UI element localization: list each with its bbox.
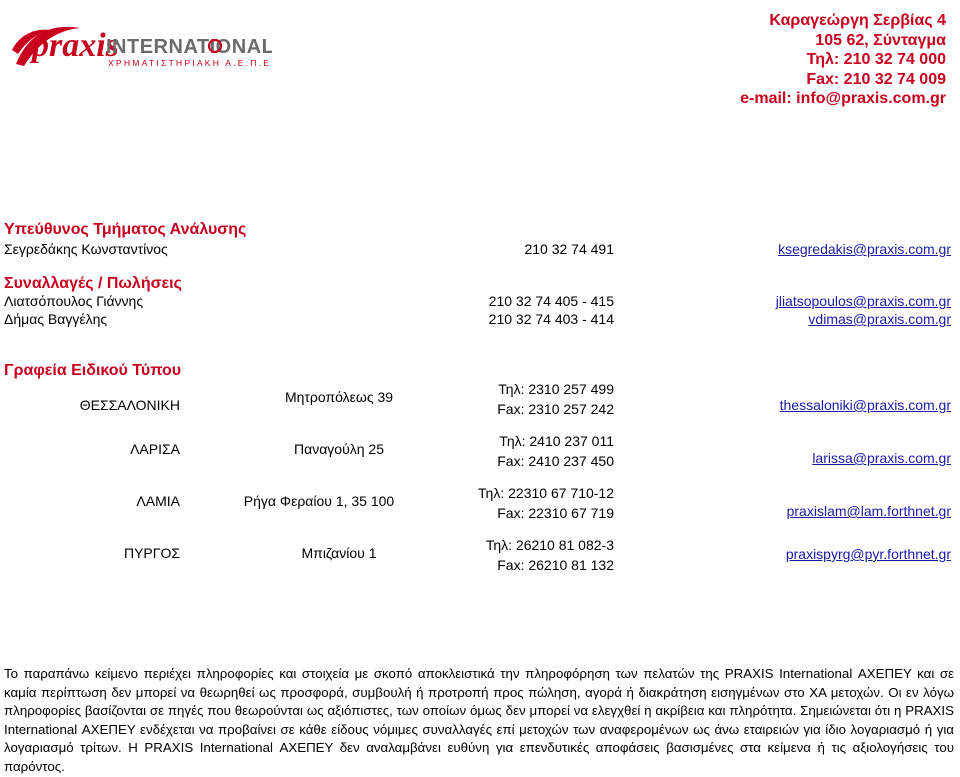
- office-fax: Fax: 26210 81 132: [497, 557, 614, 573]
- office-tel: Τηλ: 26210 81 082-3: [485, 537, 614, 553]
- sales-person-email-link[interactable]: vdimas@praxis.com.gr: [808, 311, 951, 327]
- sales-person-email-link[interactable]: jliatsopoulos@praxis.com.gr: [775, 293, 951, 309]
- sales-section-title: Συναλλαγές / Πωλήσεις: [4, 275, 182, 292]
- office-email-link[interactable]: larissa@praxis.com.gr: [812, 450, 951, 466]
- office-email-link[interactable]: praxispyrg@pyr.forthnet.gr: [785, 546, 951, 562]
- office-fax: Fax: 2310 257 242: [497, 401, 614, 417]
- office-phones: [478, 483, 614, 523]
- sales-person-name: Λιατσόπουλος Γιάννης: [4, 293, 144, 309]
- logo-graphic: [10, 20, 272, 75]
- office-email-link[interactable]: thessaloniki@praxis.com.gr: [779, 397, 951, 413]
- disclaimer-text: Το παραπάνω κείμενο περιέχει πληροφορίες και στοιχεία με σκοπό αποκλειστικά την πληροφόρηση των πελατών της PRAXIS International ΑΧΕΠΕΥ και σε καμία περίπτωση δεν μπορεί να θεωρηθεί ως προσφορά, συμβουλή ή προτροπή προς πώληση, αγορά ή διακράτηση εισηγμένων στο ΧΑ μετοχών. Οι εν λόγω πληροφορίες βασίζονται σε πηγές που θεωρούνται ως αξιόπιστες, των οποίων όμως δεν μπορεί να ελεγχθεί η ακρίβεια και πληρότητα. Σημειώνεται ότι η PRAXIS International ΑΧΕΠΕΥ ενδέχεται να προβαίνει σε κάθε είδους νόμιμες συναλλαγές επί μετοχών των αναφερομένων ως άνω εταιρειών για ίδιο λογαριασμό ή για λογαριασμό τρίτων. Η PRAXIS International ΑΧΕΠΕΥ δεν αναλαμβάνει ευθύνη για επενδυτικές αποφάσεις βασισμένες στα κείμενα ή τις αξιολογήσεις του παρόντος.: [4, 666, 954, 774]
- office-city: ΘΕΣΣΑΛΟΝΙΚΗ: [79, 397, 180, 413]
- company-contact: [740, 11, 946, 109]
- logo-word: INTERNATIONAL: [106, 36, 272, 58]
- office-city: ΛΑΜΙΑ: [136, 493, 180, 509]
- contact-email[interactable]: e-mail: info@praxis.com.gr: [740, 90, 946, 107]
- office-tel: Τηλ: 2410 237 011: [499, 433, 614, 449]
- analysis-section-title: Υπεύθυνος Τμήματος Ανάλυσης: [4, 221, 247, 238]
- office-tel: Τηλ: 2310 257 499: [498, 381, 614, 397]
- sales-person-name: Δήμας Βαγγέλης: [4, 311, 108, 327]
- office-street: Μπιζανίου 1: [301, 545, 377, 561]
- office-tel: Τηλ: 22310 67 710-12: [478, 485, 614, 501]
- contact-street: Καραγεώργη Σερβίας 4: [769, 12, 946, 29]
- office-street: Μητροπόλεως 39: [284, 389, 394, 405]
- logo-brand: praxis: [32, 27, 119, 64]
- contact-phone: Τηλ: 210 32 74 000: [806, 51, 946, 68]
- office-street: Ρήγα Φεραίου 1, 35 100: [243, 493, 395, 509]
- office-fax: Fax: 2410 237 450: [497, 453, 614, 469]
- analyst-phone: 210 32 74 491: [524, 241, 614, 257]
- analyst-name: Σεγρεδάκης Κωνσταντίνος: [4, 241, 168, 257]
- analyst-email-link[interactable]: ksegredakis@praxis.com.gr: [778, 241, 951, 257]
- office-email-link[interactable]: praxislam@lam.forthnet.gr: [786, 503, 951, 519]
- office-fax: Fax: 22310 67 719: [497, 505, 614, 521]
- office-street: Παναγούλη 25: [294, 441, 384, 457]
- logo-tagline: ΧΡΗΜΑΤΙΣΤΗΡΙΑΚΗ Α.Ε.Π.Ε.Υ.: [108, 58, 272, 68]
- sales-person-phone: 210 32 74 403 - 414: [488, 311, 614, 327]
- office-phones: [497, 431, 614, 471]
- office-phones: [497, 379, 614, 419]
- offices-section-title: Γραφεία Ειδικού Τύπου: [4, 362, 182, 379]
- office-city: ΠΥΡΓΟΣ: [123, 545, 180, 561]
- sales-person-phone: 210 32 74 405 - 415: [488, 293, 614, 309]
- contact-postal: 105 62, Σύνταγμα: [815, 31, 946, 49]
- praxis-logo: [10, 20, 272, 75]
- contact-fax: Fax: 210 32 74 009: [806, 70, 946, 88]
- office-phones: [486, 535, 614, 575]
- office-city: ΛΑΡΙΣΑ: [130, 441, 180, 457]
